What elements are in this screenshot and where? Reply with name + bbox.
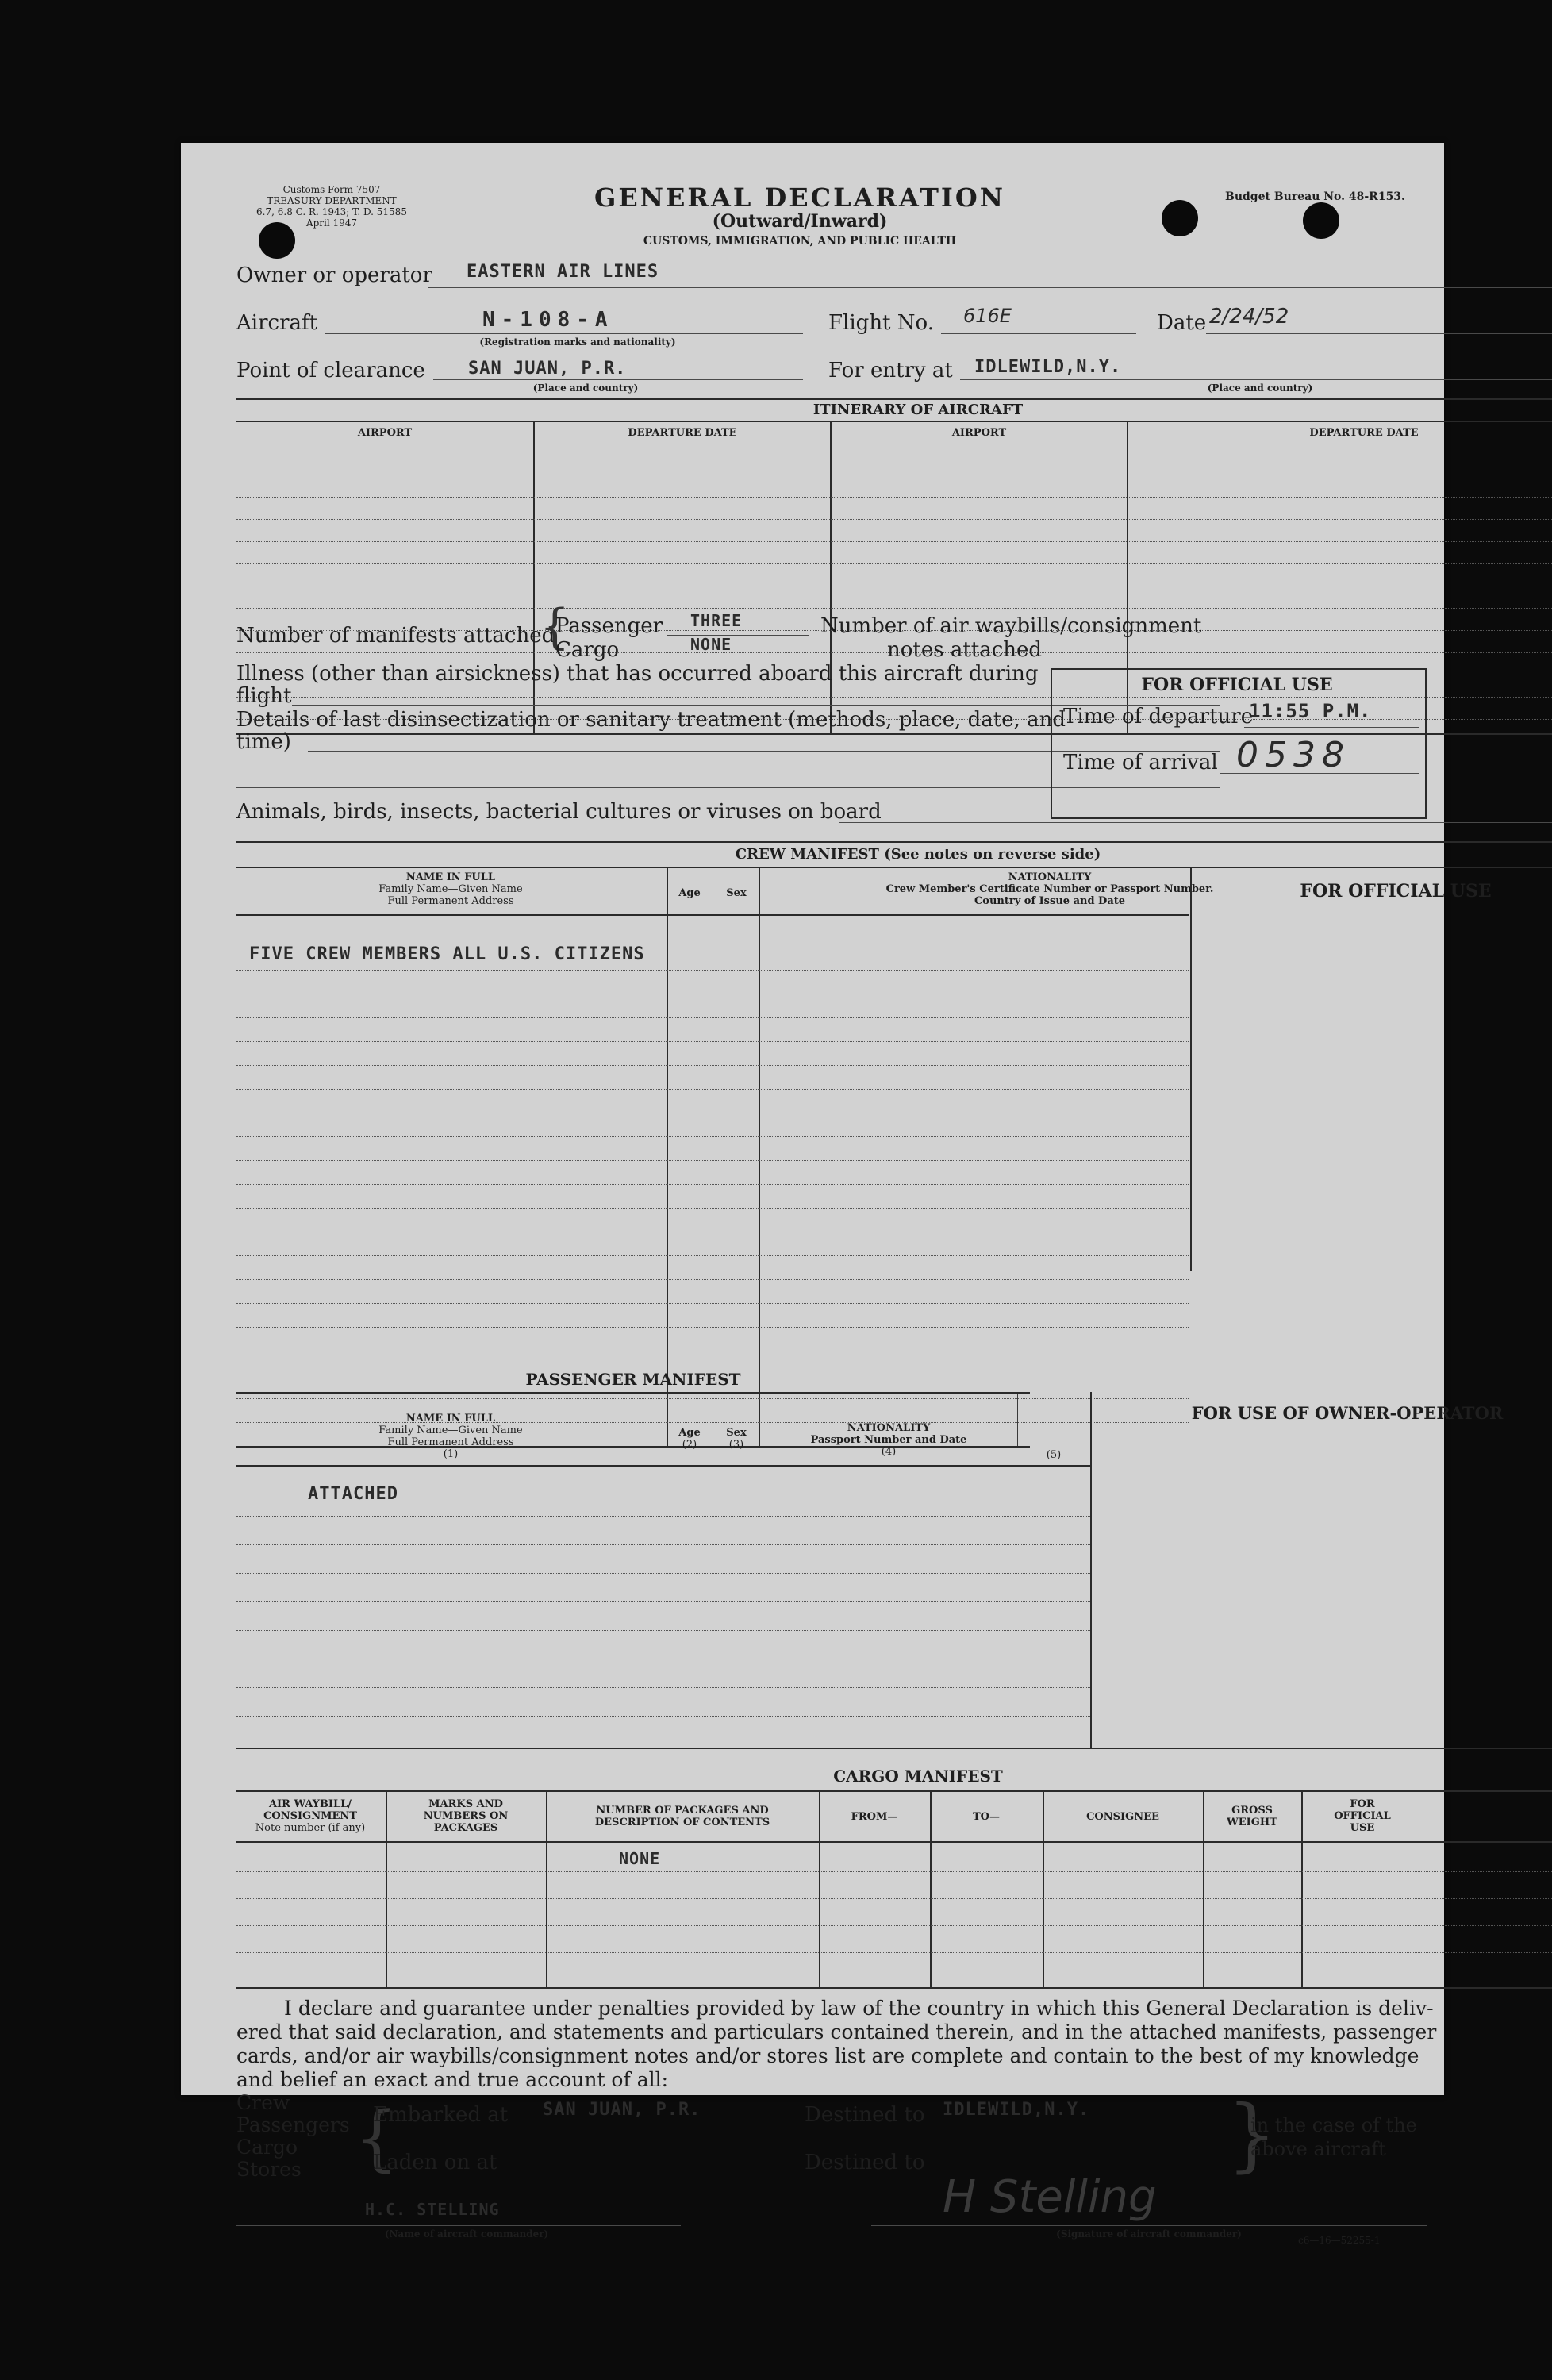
laden-label: Laden on at — [373, 2151, 497, 2174]
cargo-col-consignee: CONSIGNEE — [1086, 1811, 1159, 1823]
cargo-col-line: USE — [1350, 1822, 1375, 1834]
disinsect-label: Details of last disinsectization or sanitary treatment (methods, place, date, and — [236, 708, 1066, 732]
itinerary-col-departure: DEPARTURE DATE — [1309, 427, 1419, 439]
print-code: c6—16—52255-1 — [1298, 2235, 1381, 2246]
passenger-col-name-line: (1) — [443, 1448, 459, 1460]
date-value: 2/24/52 — [1209, 305, 1289, 329]
destined-label-2: Destined to — [805, 2151, 925, 2174]
case-label-2: above aircraft — [1250, 2138, 1386, 2160]
crew-col-age: Age — [678, 887, 701, 899]
cargo-col-marks — [387, 1798, 544, 1834]
passenger-col-sex-line: Sex — [726, 1427, 747, 1439]
illness-label: Illness (other than airsickness) that has occurred aboard this aircraft during — [236, 662, 1039, 686]
cargo-col-description — [547, 1805, 817, 1828]
cargo-col-line: NUMBERS ON — [423, 1810, 509, 1822]
cargo-manifest-value: NONE — [690, 635, 732, 654]
declaration-line: I declare and guarantee under penalties provided by law of the country in which this General Declaration is deliv- — [284, 1997, 1434, 2020]
passenger-col-name-line: NAME IN FULL — [405, 1413, 496, 1425]
passenger-col-nationality — [760, 1422, 1017, 1458]
itinerary-col-airport: AIRPORT — [951, 427, 1007, 439]
embarked-value: SAN JUAN, P.R. — [543, 2100, 701, 2120]
cargo-col-line: DESCRIPTION OF CONTENTS — [594, 1817, 770, 1828]
crew-col-name — [236, 871, 665, 907]
declaration-text — [236, 1997, 1436, 2092]
cargo-col-line: NUMBER OF PACKAGES AND — [596, 1805, 769, 1817]
commander-note: (Name of aircraft commander) — [384, 2228, 549, 2240]
destined-label: Destined to — [805, 2103, 925, 2127]
commander-name: H.C. STELLING — [365, 2200, 500, 2219]
cargo-col-weight — [1204, 1805, 1300, 1828]
passenger-col-age-line: Age — [678, 1427, 701, 1439]
cargo-col-line: CONSIGNMENT — [263, 1810, 357, 1822]
passenger-manifest-title: PASSENGER MANIFEST — [525, 1370, 741, 1389]
clearance-label: Point of clearance — [236, 359, 425, 383]
passenger-col-nat-line: NATIONALITY — [847, 1422, 931, 1434]
punch-hole — [1162, 200, 1198, 236]
passenger-col-owner: FOR USE OF OWNER-OPERATOR — [1191, 1403, 1504, 1423]
passenger-col-name-line: Family Name—Given Name — [378, 1425, 523, 1436]
aircraft-value: N-108-A — [482, 308, 614, 332]
form-sheet — [181, 143, 1504, 2246]
departure-value: 11:55 P.M. — [1249, 700, 1372, 722]
crew-col-name-line: Full Permanent Address — [387, 895, 514, 907]
crew-col-official: FOR OFFICIAL USE — [1300, 881, 1492, 902]
crew-col-sex: Sex — [726, 887, 747, 899]
punch-hole — [1303, 202, 1339, 239]
arrival-value: 0538 — [1236, 735, 1350, 775]
declaration-line: cards, and/or air waybills/consignment notes and/or stores list are complete and contain to the best of my knowledge — [236, 2044, 1419, 2067]
cargo-manifest-title: CARGO MANIFEST — [833, 1767, 1003, 1786]
cargo-col-official — [1303, 1798, 1422, 1834]
cargo-col-line: OFFICIAL — [1334, 1810, 1391, 1822]
passenger-manifest-value: THREE — [690, 611, 743, 630]
passenger-col-nat-line: Passport Number and Date — [810, 1434, 967, 1446]
passenger-col-name-line: Full Permanent Address — [387, 1436, 514, 1448]
entry-value: IDLEWILD,N.Y. — [974, 357, 1122, 377]
owner-label: Owner or operator — [236, 263, 432, 287]
form-info-line: April 1947 — [305, 217, 358, 229]
cargo-col-line: FOR — [1350, 1798, 1375, 1810]
cargo-col-line: AIR WAYBILL/ — [268, 1798, 352, 1810]
passenger-entry: ATTACHED — [308, 1484, 398, 1504]
flight-value: 616E — [963, 305, 1012, 327]
crew-manifest-title: CREW MANIFEST (See notes on reverse side) — [735, 846, 1101, 863]
categories-brace: { — [354, 2097, 400, 2180]
form-title: GENERAL DECLARATION — [594, 183, 1005, 213]
owner-value: EASTERN AIR LINES — [467, 262, 659, 282]
aircraft-label: Aircraft — [236, 311, 318, 335]
cargo-col-to: TO— — [973, 1811, 1000, 1823]
signature-note: (Signature of aircraft commander) — [1056, 2228, 1242, 2240]
passenger-col-sex — [714, 1427, 759, 1451]
clearance-note: (Place and country) — [532, 383, 639, 394]
cargo-col-line: Note number (if any) — [255, 1822, 366, 1834]
case-label: in the case of the — [1250, 2114, 1417, 2136]
cargo-col-waybill — [236, 1798, 384, 1834]
waybills-label-2: notes attached — [887, 638, 1043, 662]
disinsect-label-2: time) — [236, 730, 291, 754]
illness-label-2: flight — [236, 684, 292, 708]
case-brace: } — [1227, 2088, 1277, 2181]
arrival-label: Time of arrival — [1063, 751, 1218, 775]
itinerary-col-departure: DEPARTURE DATE — [628, 427, 737, 439]
form-info-line: Customs Form 7507 — [282, 184, 381, 195]
entry-note: (Place and country) — [1207, 383, 1313, 394]
manifests-label: Number of manifests attached — [236, 624, 555, 648]
category-stores: Stores — [236, 2158, 302, 2181]
animals-label: Animals, birds, insects, bacterial cultures or viruses on board — [236, 800, 882, 824]
crew-col-name-line: NAME IN FULL — [405, 871, 496, 883]
cargo-col-line: MARKS AND — [428, 1798, 503, 1810]
cargo-col-line: WEIGHT — [1227, 1817, 1277, 1828]
passenger-col-nat-line: (4) — [881, 1446, 897, 1458]
destined-value: IDLEWILD,N.Y. — [943, 2100, 1090, 2120]
form-number — [244, 184, 419, 229]
cargo-col-line: PACKAGES — [433, 1822, 498, 1834]
form-info-line: TREASURY DEPARTMENT — [267, 195, 397, 206]
passenger-col-age-line: (2) — [682, 1439, 697, 1451]
cargo-manifest-label: Cargo — [555, 638, 620, 662]
cargo-entry: NONE — [619, 1849, 661, 1868]
date-label: Date — [1157, 311, 1207, 335]
aircraft-note: (Registration marks and nationality) — [479, 336, 676, 348]
declaration-categories — [236, 2092, 350, 2181]
cargo-col-line: GROSS — [1231, 1805, 1273, 1817]
commander-signature: H Stelling — [943, 2171, 1157, 2223]
crew-col-nat-line: NATIONALITY — [1008, 871, 1092, 883]
flight-label: Flight No. — [828, 311, 934, 335]
crew-entry: FIVE CREW MEMBERS ALL U.S. CITIZENS — [249, 944, 645, 964]
manifests-brace: { — [540, 599, 570, 655]
crew-col-name-line: Family Name—Given Name — [378, 883, 523, 895]
entry-label: For entry at — [828, 359, 953, 383]
crew-col-nat-line: Country of Issue and Date — [974, 895, 1126, 907]
embarked-label: Embarked at — [373, 2103, 509, 2127]
passenger-manifest-label: Passenger — [555, 614, 663, 638]
official-use-title: FOR OFFICIAL USE — [1141, 675, 1333, 695]
waybills-label: Number of air waybills/consignment — [820, 614, 1202, 638]
crew-col-nat-line: Crew Member's Certificate Number or Passport Number. — [885, 883, 1214, 895]
passenger-col-sex-line: (3) — [728, 1439, 744, 1451]
category-passengers: Passengers — [236, 2113, 350, 2136]
category-crew: Crew — [236, 2091, 290, 2114]
passenger-col-name — [236, 1413, 665, 1460]
form-subtitle: (Outward/Inward) — [712, 211, 888, 232]
declaration-line: and belief an exact and true account of all: — [236, 2068, 669, 2091]
category-cargo: Cargo — [236, 2136, 298, 2159]
budget-bureau: Budget Bureau No. 48-R153. — [1225, 190, 1405, 203]
clearance-value: SAN JUAN, P.R. — [468, 359, 627, 379]
passenger-col-5: (5) — [1046, 1449, 1062, 1461]
itinerary-title: ITINERARY OF AIRCRAFT — [812, 402, 1024, 418]
cargo-col-from: FROM— — [851, 1811, 898, 1823]
departure-label: Time of departure — [1063, 705, 1254, 729]
declaration-line: ered that said declaration, and statements and particulars contained therein, and in the attached manifests, passenger — [236, 2021, 1437, 2044]
itinerary-col-airport: AIRPORT — [357, 427, 413, 439]
passenger-col-age — [668, 1427, 711, 1451]
form-info-line: 6.7, 6.8 C. R. 1943; T. D. 51585 — [256, 206, 407, 217]
form-agencies: CUSTOMS, IMMIGRATION, AND PUBLIC HEALTH — [643, 235, 957, 248]
